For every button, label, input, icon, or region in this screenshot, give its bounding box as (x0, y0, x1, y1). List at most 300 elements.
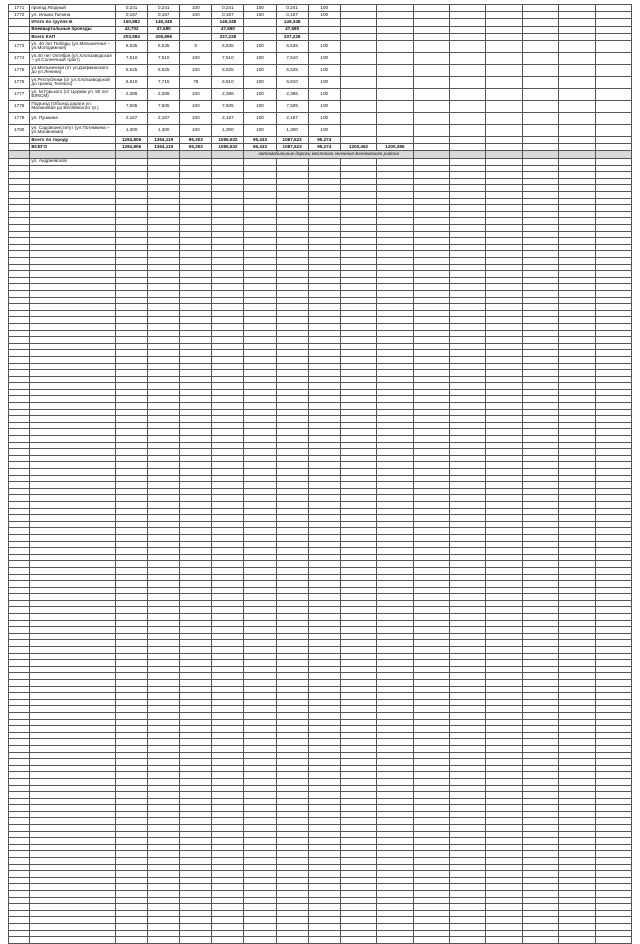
grid-cell (30, 416, 116, 423)
grid-cell (340, 594, 376, 601)
grid-cell (212, 172, 244, 179)
grid-cell (244, 923, 276, 930)
grid-cell (559, 647, 595, 654)
grid-cell (9, 567, 30, 574)
grid-cell (340, 910, 376, 917)
value-cell: 2,167 (116, 112, 148, 124)
grid-cell (559, 548, 595, 555)
grid-cell (276, 554, 308, 561)
grid-cell (413, 798, 449, 805)
grid-cell (486, 759, 522, 766)
grid-cell (116, 660, 148, 667)
value-cell (486, 40, 522, 52)
grid-cell (308, 811, 340, 818)
grid-cell (413, 317, 449, 324)
grid-cell (244, 561, 276, 568)
grid-cell (9, 910, 30, 917)
grid-cell (276, 640, 308, 647)
grid-cell (559, 475, 595, 482)
grid-cell (244, 185, 276, 192)
grid-cell (30, 917, 116, 924)
grid-cell (486, 686, 522, 693)
grid-cell (116, 238, 148, 245)
grid-cell (377, 534, 413, 541)
value-cell (486, 64, 522, 76)
grid-cell (308, 218, 340, 225)
grid-cell (308, 548, 340, 555)
grid-cell (180, 403, 212, 410)
grid-cell (9, 587, 30, 594)
grid-cell (308, 251, 340, 258)
grid-cell (148, 680, 180, 687)
grid-cell (9, 607, 30, 614)
table-row (9, 112, 632, 124)
grid-cell (449, 732, 485, 739)
grid-cell (595, 521, 631, 528)
road-name: ВСЕГО (30, 144, 116, 151)
grid-cell (244, 396, 276, 403)
grid-cell (595, 712, 631, 719)
grid-cell (244, 864, 276, 871)
grid-cell (276, 429, 308, 436)
value-cell (559, 12, 595, 19)
grid-cell (244, 244, 276, 251)
grid-cell (595, 528, 631, 535)
grid-cell (595, 798, 631, 805)
grid-cell (413, 383, 449, 390)
grid-cell (116, 396, 148, 403)
grid-cell (413, 759, 449, 766)
grid-cell (180, 739, 212, 746)
grid-cell (308, 600, 340, 607)
grid-cell (148, 554, 180, 561)
grid-cell (377, 356, 413, 363)
grid-cell (595, 752, 631, 759)
grid-cell (522, 600, 558, 607)
grid-cell (340, 528, 376, 535)
grid-cell (180, 627, 212, 634)
grid-cell (276, 587, 308, 594)
grid-cell (308, 205, 340, 212)
value-cell: 100 (180, 112, 212, 124)
grid-cell (276, 172, 308, 179)
grid-cell (116, 666, 148, 673)
grid-cell (522, 567, 558, 574)
grid-cell (449, 455, 485, 462)
value-cell (413, 5, 449, 12)
grid-cell (522, 436, 558, 443)
value-cell: 100 (308, 52, 340, 64)
grid-cell (244, 495, 276, 502)
grid-cell (522, 910, 558, 917)
table-row (9, 449, 632, 456)
grid-cell (148, 264, 180, 271)
grid-cell (595, 455, 631, 462)
grid-cell (212, 271, 244, 278)
grid-cell (377, 792, 413, 799)
grid-cell (9, 891, 30, 898)
value-cell (449, 76, 485, 88)
grid-cell (559, 607, 595, 614)
grid-cell (180, 811, 212, 818)
grid-cell (116, 561, 148, 568)
grid-cell (276, 482, 308, 489)
grid-cell (377, 647, 413, 654)
grid-cell (308, 264, 340, 271)
table-row (9, 26, 632, 33)
grid-cell (449, 561, 485, 568)
grid-cell (212, 251, 244, 258)
grid-cell (340, 554, 376, 561)
grid-cell (413, 403, 449, 410)
grid-cell (244, 706, 276, 713)
grid-cell (449, 469, 485, 476)
grid-cell (244, 673, 276, 680)
grid-cell (212, 752, 244, 759)
grid-cell (276, 811, 308, 818)
grid-cell (30, 891, 116, 898)
value-cell: 149,348 (148, 19, 180, 26)
grid-cell (276, 403, 308, 410)
grid-cell (276, 501, 308, 508)
grid-cell (148, 462, 180, 469)
grid-cell (308, 462, 340, 469)
grid-cell (559, 739, 595, 746)
grid-cell (180, 264, 212, 271)
grid-cell (276, 185, 308, 192)
grid-cell (377, 225, 413, 232)
grid-cell (449, 805, 485, 812)
grid-cell (449, 851, 485, 858)
table-row (9, 231, 632, 238)
grid-cell (340, 178, 376, 185)
grid-cell (449, 706, 485, 713)
grid-cell (486, 778, 522, 785)
grid-cell (308, 719, 340, 726)
value-cell: 7,505 (276, 100, 308, 112)
grid-cell (308, 805, 340, 812)
grid-cell (148, 271, 180, 278)
grid-cell (9, 554, 30, 561)
grid-cell (276, 264, 308, 271)
grid-cell (486, 666, 522, 673)
grid-cell (244, 192, 276, 199)
grid-cell (486, 640, 522, 647)
grid-cell (377, 198, 413, 205)
grid-cell (116, 614, 148, 621)
value-cell: 0,167 (116, 12, 148, 19)
grid-cell (522, 877, 558, 884)
grid-cell (413, 554, 449, 561)
grid-cell (148, 442, 180, 449)
grid-cell (30, 825, 116, 832)
grid-cell (595, 317, 631, 324)
grid-cell (522, 627, 558, 634)
grid-cell (9, 317, 30, 324)
grid-cell (449, 673, 485, 680)
grid-cell (148, 923, 180, 930)
table-row (9, 383, 632, 390)
grid-cell (9, 633, 30, 640)
grid-cell (30, 548, 116, 555)
grid-cell (340, 429, 376, 436)
grid-cell (30, 581, 116, 588)
grid-cell (340, 660, 376, 667)
grid-cell (559, 818, 595, 825)
grid-cell (340, 198, 376, 205)
table-row (9, 811, 632, 818)
table-row (9, 5, 632, 12)
value-cell (595, 52, 631, 64)
grid-cell (559, 455, 595, 462)
grid-cell (116, 798, 148, 805)
grid-cell (522, 844, 558, 851)
grid-cell (595, 376, 631, 383)
grid-cell (180, 653, 212, 660)
grid-cell (9, 785, 30, 792)
grid-cell (595, 884, 631, 891)
grid-cell (244, 798, 276, 805)
value-cell (595, 100, 631, 112)
grid-cell (116, 871, 148, 878)
grid-cell (148, 567, 180, 574)
grid-cell (116, 825, 148, 832)
grid-cell (522, 699, 558, 706)
grid-cell (486, 323, 522, 330)
grid-cell (9, 449, 30, 456)
value-cell (413, 12, 449, 19)
grid-cell (148, 185, 180, 192)
grid-cell (116, 330, 148, 337)
grid-cell (522, 739, 558, 746)
grid-cell (595, 607, 631, 614)
grid-cell (212, 501, 244, 508)
grid-cell (148, 726, 180, 733)
value-cell (340, 33, 376, 40)
table-row (9, 376, 632, 383)
grid-cell (308, 211, 340, 218)
grid-cell (377, 917, 413, 924)
grid-cell (559, 726, 595, 733)
row-number (9, 136, 30, 143)
grid-cell (522, 370, 558, 377)
grid-cell (9, 350, 30, 357)
grid-cell (180, 495, 212, 502)
grid-cell (595, 594, 631, 601)
grid-cell (413, 739, 449, 746)
grid-cell (308, 508, 340, 515)
value-cell (595, 19, 631, 26)
grid-cell (486, 284, 522, 291)
grid-cell (308, 607, 340, 614)
grid-cell (180, 416, 212, 423)
grid-cell (486, 271, 522, 278)
grid-cell (308, 317, 340, 324)
grid-cell (180, 910, 212, 917)
grid-cell (413, 574, 449, 581)
grid-cell (449, 165, 485, 172)
grid-cell (559, 574, 595, 581)
grid-cell (244, 587, 276, 594)
grid-cell (9, 178, 30, 185)
grid-cell (486, 251, 522, 258)
grid-cell (559, 521, 595, 528)
grid-cell (116, 567, 148, 574)
grid-cell (595, 264, 631, 271)
value-cell: 2,167 (212, 112, 244, 124)
table-row (9, 561, 632, 568)
grid-cell (116, 647, 148, 654)
grid-cell (486, 238, 522, 245)
grid-cell (559, 587, 595, 594)
table-row (9, 304, 632, 311)
grid-cell (595, 462, 631, 469)
grid-cell (377, 449, 413, 456)
grid-cell (30, 693, 116, 700)
value-cell: 0,167 (212, 12, 244, 19)
grid-cell (148, 495, 180, 502)
grid-cell (340, 211, 376, 218)
grid-cell (9, 416, 30, 423)
grid-cell (595, 284, 631, 291)
grid-cell (180, 897, 212, 904)
grid-cell (244, 290, 276, 297)
grid-cell (244, 640, 276, 647)
grid-cell (340, 858, 376, 865)
grid-cell (212, 284, 244, 291)
value-cell (449, 144, 485, 151)
grid-cell (276, 422, 308, 429)
grid-cell (276, 561, 308, 568)
grid-cell (244, 416, 276, 423)
grid-cell (212, 633, 244, 640)
value-cell (522, 12, 558, 19)
grid-cell (116, 831, 148, 838)
grid-cell (559, 719, 595, 726)
grid-cell (449, 686, 485, 693)
grid-cell (308, 310, 340, 317)
value-cell (413, 144, 449, 151)
grid-cell (413, 422, 449, 429)
grid-cell (377, 244, 413, 251)
value-cell (522, 26, 558, 33)
value-cell: 2,386 (212, 88, 244, 100)
grid-cell (413, 917, 449, 924)
value-cell: 100 (308, 100, 340, 112)
grid-cell (413, 719, 449, 726)
grid-cell (595, 765, 631, 772)
grid-cell (30, 475, 116, 482)
grid-cell (276, 330, 308, 337)
grid-cell (522, 706, 558, 713)
grid-cell (180, 165, 212, 172)
grid-cell (30, 732, 116, 739)
value-cell (377, 12, 413, 19)
grid-cell (559, 396, 595, 403)
grid-cell (148, 600, 180, 607)
grid-cell (377, 877, 413, 884)
value-cell (340, 88, 376, 100)
grid-cell (9, 363, 30, 370)
grid-cell (377, 600, 413, 607)
grid-cell (486, 897, 522, 904)
grid-cell (180, 422, 212, 429)
grid-cell (30, 818, 116, 825)
grid-cell (212, 825, 244, 832)
grid-cell (116, 225, 148, 232)
grid-cell (30, 567, 116, 574)
value-cell: 203,584 (116, 33, 148, 40)
value-cell (180, 33, 212, 40)
grid-cell (30, 383, 116, 390)
grid-cell (244, 666, 276, 673)
grid-cell (413, 548, 449, 555)
grid-cell (116, 356, 148, 363)
grid-cell (522, 680, 558, 687)
grid-cell (522, 732, 558, 739)
grid-cell (30, 172, 116, 179)
value-cell: 2,167 (148, 112, 180, 124)
grid-cell (9, 436, 30, 443)
grid-cell (30, 653, 116, 660)
grid-cell (559, 666, 595, 673)
grid-cell (9, 825, 30, 832)
grid-cell (180, 198, 212, 205)
grid-cell (413, 884, 449, 891)
grid-cell (595, 561, 631, 568)
grid-cell (308, 258, 340, 265)
grid-cell (116, 699, 148, 706)
grid-cell (212, 403, 244, 410)
table-row (9, 323, 632, 330)
grid-cell (522, 574, 558, 581)
grid-cell (413, 910, 449, 917)
grid-cell (522, 310, 558, 317)
grid-cell (340, 792, 376, 799)
grid-cell (413, 792, 449, 799)
grid-cell (116, 297, 148, 304)
grid-cell (308, 706, 340, 713)
grid-cell (340, 389, 376, 396)
grid-cell (180, 732, 212, 739)
value-cell (377, 52, 413, 64)
grid-cell (9, 759, 30, 766)
grid-cell (30, 389, 116, 396)
grid-cell (244, 429, 276, 436)
grid-cell (30, 192, 116, 199)
grid-cell (486, 620, 522, 627)
grid-cell (522, 752, 558, 759)
grid-cell (308, 739, 340, 746)
grid-cell (180, 765, 212, 772)
grid-cell (276, 277, 308, 284)
grid-cell (9, 693, 30, 700)
grid-cell (116, 818, 148, 825)
grid-cell (180, 356, 212, 363)
grid-cell (340, 620, 376, 627)
grid-cell (522, 653, 558, 660)
grid-cell (522, 647, 558, 654)
table-row (9, 64, 632, 76)
grid-cell (308, 231, 340, 238)
grid-cell (276, 317, 308, 324)
grid-cell (276, 594, 308, 601)
grid-cell (559, 501, 595, 508)
value-cell: 1200,385 (377, 144, 413, 151)
grid-cell (212, 389, 244, 396)
value-cell: 1,300 (148, 124, 180, 136)
grid-cell (340, 884, 376, 891)
